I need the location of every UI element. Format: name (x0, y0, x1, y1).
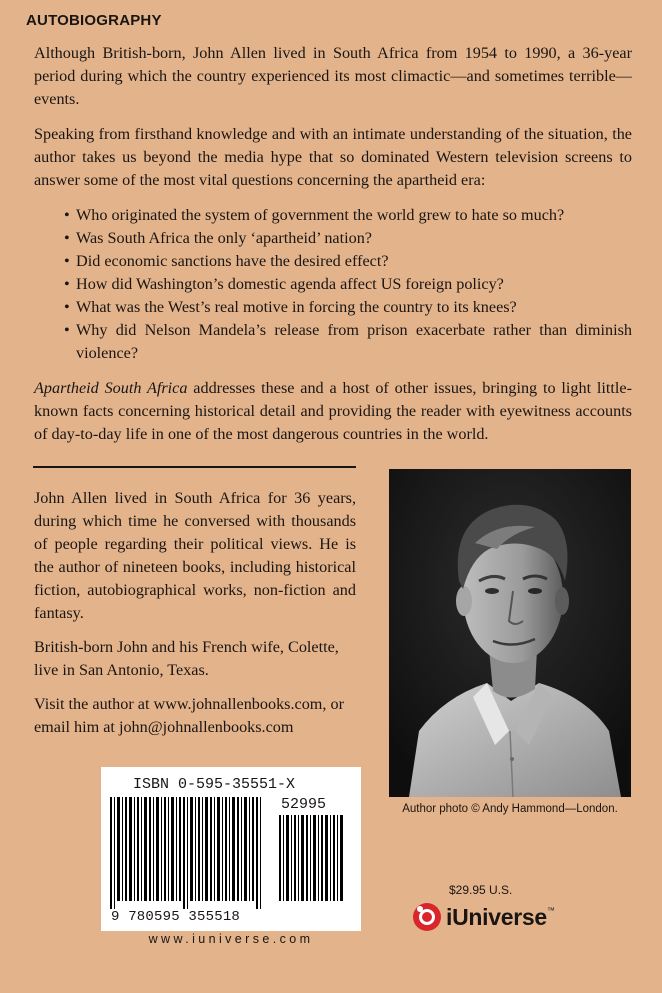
question-item: • Was South Africa the only ‘apartheid’ nation? (64, 227, 632, 250)
isbn-label: ISBN 0-595-35551-X (133, 776, 296, 793)
question-item: • How did Washington’s domestic agenda affect US foreign policy? (64, 273, 632, 296)
trademark-symbol: ™ (546, 906, 555, 915)
back-cover-blurb (34, 42, 632, 458)
publisher-website: www.iuniverse.com (148, 932, 314, 946)
question-item: • Who originated the system of government the world grew to hate so much? (64, 204, 632, 227)
ean-digits: 9 780595 355518 (111, 909, 241, 925)
publisher-logo (411, 900, 555, 934)
author-photo (389, 469, 631, 797)
question-list (34, 204, 632, 365)
iuniverse-logo-icon (411, 901, 443, 933)
section-divider (33, 466, 356, 468)
blurb-paragraph-1: Although British-born, John Allen lived in South Africa from 1954 to 1990, a 36-year period during which the country experienced its most climactic—and sometimes terrible—events. (34, 44, 632, 108)
barcode-panel (101, 767, 361, 931)
publisher-name: iUniverse (446, 903, 547, 930)
bio-contact: Visit the author at www.johnallenbooks.com, or email him at john@johnallenbooks.com (34, 695, 344, 736)
question-item: • Did economic sanctions have the desired effect? (64, 250, 632, 273)
bio-paragraph-2: British-born John and his French wife, Colette, live in San Antonio, Texas. (34, 638, 339, 679)
price-code: 52995 (281, 796, 327, 813)
blurb-paragraph-3 (34, 377, 632, 446)
blurb-paragraph-3-text: addresses these and a host of other issues, bringing to light little-known facts concerning historical detail and providing the reader with eyewitness accounts of day-to-day life in one of the most dangerous countries in the world. (34, 379, 632, 443)
question-item: • What was the West’s real motive in forcing the country to its knees? (64, 296, 632, 319)
isbn-barcode (101, 767, 361, 931)
genre-label: AUTOBIOGRAPHY (26, 12, 162, 29)
question-item: • Why did Nelson Mandela’s release from prison exacerbate rather than diminish violence? (64, 319, 632, 365)
book-title: Apartheid South Africa (34, 379, 188, 397)
author-bio (34, 487, 356, 750)
bio-paragraph-1: John Allen lived in South Africa for 36 years, during which time he conversed with thousands of people regarding their political views. He is the author of nineteen books, including historical fiction, autobiographical works, non-fiction and fantasy. (34, 489, 356, 622)
price-label: $29.95 U.S. (449, 883, 513, 897)
photo-caption: Author photo © Andy Hammond—London. (402, 803, 618, 815)
author-portrait-illustration (389, 469, 631, 797)
blurb-paragraph-2: Speaking from firsthand knowledge and with an intimate understanding of the situation, the author takes us beyond the media hype that so dominated Western television screens to answer some of the most vital questions concerning the apartheid era: (34, 125, 632, 189)
